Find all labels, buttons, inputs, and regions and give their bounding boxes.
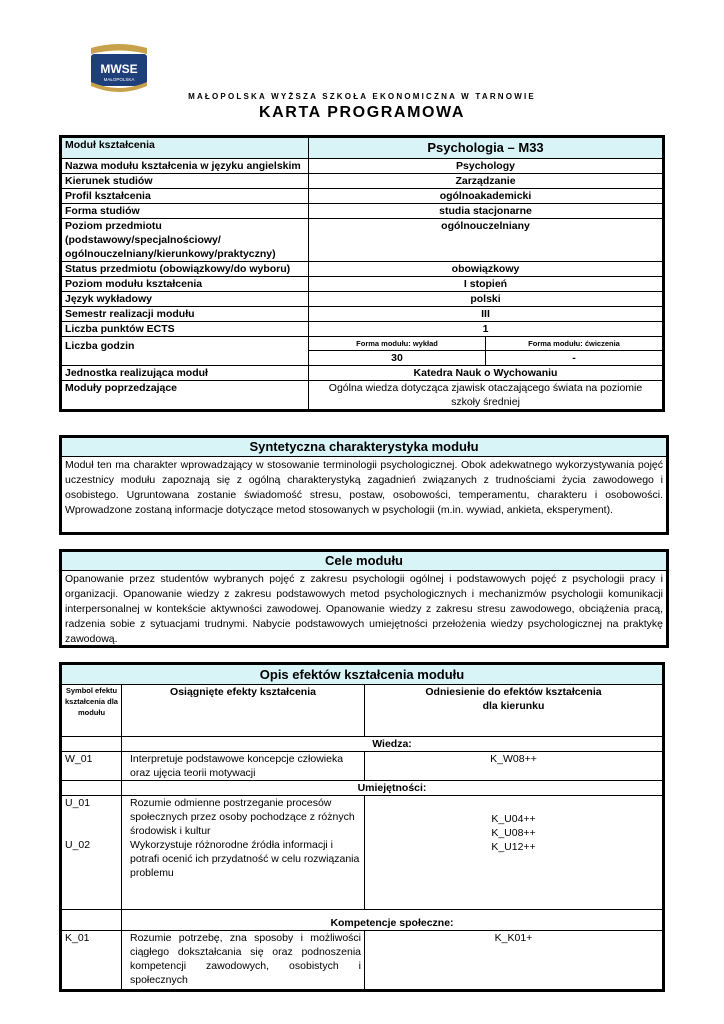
info-label: Język wykładowy <box>61 292 309 307</box>
hours-lecture-value: 30 <box>309 351 486 366</box>
section-title: Syntetyczna charakterystyka modułu <box>62 438 666 457</box>
info-row <box>61 381 664 411</box>
module-goals-section <box>59 549 669 648</box>
column-header-effects: Osiągnięte efekty kształcenia <box>122 685 365 737</box>
info-row <box>61 307 664 322</box>
info-row <box>61 277 664 292</box>
category-social-competences: Kompetencje społeczne: <box>122 910 664 931</box>
logo-emblem-icon <box>85 42 153 94</box>
info-label <box>61 219 309 262</box>
module-info-table <box>59 135 665 412</box>
info-label: Kierunek studiów <box>61 174 309 189</box>
outcome-reference-cell <box>365 796 664 910</box>
category-row <box>61 910 664 931</box>
level-label-line: ogólnouczelniany/kierunkowy/praktyczny) <box>65 248 276 260</box>
info-row <box>61 174 664 189</box>
category-row <box>61 781 664 796</box>
info-row-hours <box>61 337 664 366</box>
outcome-row <box>61 931 664 991</box>
category-knowledge: Wiedza: <box>122 737 664 752</box>
info-row <box>61 204 664 219</box>
info-value: I stopień <box>309 277 664 292</box>
info-value: Psychology <box>309 159 664 174</box>
column-header-reference <box>365 685 664 737</box>
info-value: 1 <box>309 322 664 337</box>
info-label: Semestr realizacji modułu <box>61 307 309 322</box>
learning-outcomes-table <box>59 662 665 992</box>
info-value: polski <box>309 292 664 307</box>
outcome-reference: K_K01+ <box>365 931 664 991</box>
info-label: Moduł kształcenia <box>61 137 309 159</box>
outcome-reference: K_U12++ <box>491 841 536 853</box>
info-row <box>61 292 664 307</box>
school-logo <box>85 42 153 94</box>
info-row <box>61 366 664 381</box>
outcome-symbol: W_01 <box>61 752 122 781</box>
outcome-symbol: U_02 <box>65 839 91 851</box>
svg-text:MWSE: MWSE <box>100 62 138 76</box>
outcome-reference: K_U08++ <box>491 827 536 839</box>
outcome-row <box>61 796 664 910</box>
level-label-line: Poziom przedmiotu <box>65 220 162 232</box>
info-value: III <box>309 307 664 322</box>
info-label: Profil kształcenia <box>61 189 309 204</box>
outcome-text: Wykorzystuje różnorodne źródła informacji i potrafi ocenić ich przydatność w celu rozwiązania problemu <box>130 839 360 879</box>
outcome-reference: K_W08++ <box>365 752 664 781</box>
outcome-symbol-cell <box>61 796 122 910</box>
info-label: Jednostka realizująca moduł <box>61 366 309 381</box>
info-label: Nazwa modułu kształcenia w języku angielskim <box>61 159 309 174</box>
hours-form-exercises: Forma modułu: ćwiczenia <box>486 337 663 351</box>
synthetic-description-section <box>59 435 669 535</box>
info-label: Moduły poprzedzające <box>61 381 309 411</box>
hours-cell <box>309 337 664 366</box>
column-header-line: dla kierunku <box>482 700 545 712</box>
info-label: Forma studiów <box>61 204 309 219</box>
category-row <box>61 737 664 752</box>
hours-exercises-value: - <box>486 351 663 366</box>
info-value: Zarządzanie <box>309 174 664 189</box>
info-label: Poziom modułu kształcenia <box>61 277 309 292</box>
info-row <box>61 322 664 337</box>
column-header-symbol: Symbol efektu kształcenia dla modułu <box>61 685 122 737</box>
info-row <box>61 189 664 204</box>
info-row-level <box>61 219 664 262</box>
info-label: Status przedmiotu (obowiązkowy/do wyboru) <box>61 262 309 277</box>
hours-form-lecture: Forma modułu: wykład <box>356 339 438 348</box>
section-title: Opis efektów kształcenia modułu <box>61 664 664 685</box>
level-label-line: (podstawowy/specjalnościowy/ <box>65 234 221 246</box>
outcome-symbol: K_01 <box>61 931 122 991</box>
info-value: Katedra Nauk o Wychowaniu <box>309 366 664 381</box>
outcome-text-cell <box>122 796 365 910</box>
info-value: obowiązkowy <box>309 262 664 277</box>
info-row <box>61 262 664 277</box>
outcome-reference: K_U04++ <box>491 813 536 825</box>
info-label: Liczba punktów ECTS <box>61 322 309 337</box>
outcome-symbol: U_01 <box>65 797 91 809</box>
svg-text:MAŁOPOLSKA: MAŁOPOLSKA <box>103 77 135 82</box>
info-row-module <box>61 137 664 159</box>
info-value: ogólnouczelniany <box>309 219 664 262</box>
school-name: MAŁOPOLSKA WYŻSZA SZKOŁA EKONOMICZNA W TARNOWIE <box>188 92 536 101</box>
info-value: studia stacjonarne <box>309 204 664 219</box>
module-name: Psychologia – M33 <box>309 137 664 159</box>
column-header-line: Odniesienie do efektów kształcenia <box>425 686 602 698</box>
section-title: Cele modułu <box>62 552 666 571</box>
outcome-text: Rozumie odmienne postrzeganie procesów społecznych przez osoby pochodzące z różnych środowisk i kultur <box>130 797 355 837</box>
info-row <box>61 159 664 174</box>
section-text: Moduł ten ma charakter wprowadzający w stosowanie terminologii psychologicznej. Obok adekwatnego wykorzystywania pojęć uczestnicy modułu zapoznają się z ogólną charakterystyką zagadnień związanych z trudnościami życia zawodowego i osobistego. Ugruntowana zostanie świadomość stresu, postaw, osobowości, temperamentu, charakteru i osobowości. Wprowadzone zostaną informacje dotyczące metod stosowanych w psychologii (m.in. wywiad, ankieta, eksperyment). <box>65 459 663 516</box>
outcome-text: Interpretuje podstawowe koncepcje człowieka oraz ujęcia teorii motywacji <box>122 752 365 781</box>
section-text: Opanowanie przez studentów wybranych pojęć z zakresu psychologii ogólnej i podstawowych pojęć z psychologii pracy i organizacji. Opanowanie wiedzy z zakresu podstawowych metod psychologicznych i mechanizmów psychologii komunikacji interpersonalnej w kontekście aktywności zawodowej. Opanowanie wiedzy z zakresu stresu zawodowego, obciążenia pracą, radzenia sobie z sytuacjami trudnymi. Nabycie podstawowych umiejętności przełożenia wiedzy psychologicznej na praktykę zawodową. <box>65 573 663 645</box>
outcome-text: Rozumie potrzebę, zna sposoby i możliwości ciągłego dokształcania się oraz podnoszenia kompetencji zawodowych, osobistych i społecznych <box>122 931 365 991</box>
info-label: Liczba godzin <box>61 337 309 366</box>
hours-subtable <box>309 337 662 365</box>
category-skills: Umiejętności: <box>122 781 664 796</box>
outcome-row <box>61 752 664 781</box>
info-value: Ogólna wiedza dotycząca zjawisk otaczającego świata na poziomie szkoły średniej <box>309 381 664 411</box>
info-value: ogólnoakademicki <box>309 189 664 204</box>
document-title: KARTA PROGRAMOWA <box>258 104 466 121</box>
